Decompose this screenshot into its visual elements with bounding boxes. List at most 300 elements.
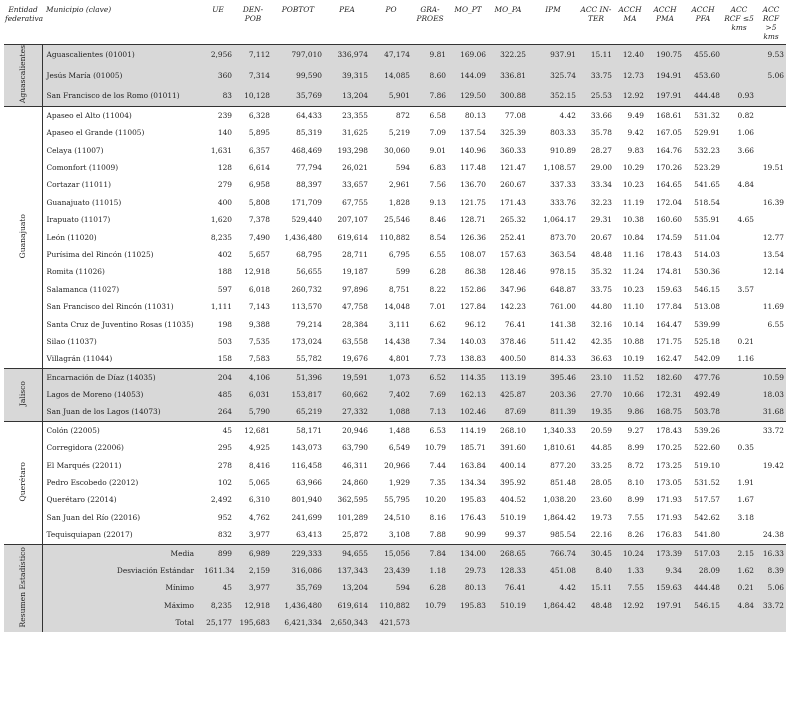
value-cell: 76.41 bbox=[504, 319, 526, 329]
table-row bbox=[4, 492, 786, 509]
value-cell: 143,073 bbox=[291, 443, 322, 453]
value-cell: 12.92 bbox=[614, 597, 646, 614]
value-cell: 8,235 bbox=[210, 232, 232, 242]
value-cell: 25,177 bbox=[202, 614, 234, 631]
value-cell: 529,440 bbox=[291, 215, 322, 225]
value-cell bbox=[448, 614, 488, 631]
value-cell: 337.33 bbox=[550, 180, 576, 190]
value-cell: 11.24 bbox=[622, 267, 644, 277]
value-cell bbox=[722, 368, 756, 386]
value-cell: 10.29 bbox=[622, 162, 644, 172]
value-cell: 531.52 bbox=[694, 478, 720, 488]
table-row bbox=[4, 386, 786, 403]
value-cell: 519.10 bbox=[694, 460, 720, 470]
value-cell: 88,397 bbox=[296, 180, 322, 190]
value-cell: 7.44 bbox=[429, 460, 446, 470]
value-cell: 8.16 bbox=[429, 512, 446, 522]
value-cell bbox=[756, 614, 786, 631]
value-cell: 8.22 bbox=[429, 284, 446, 294]
municipality-name: Silao (11037) bbox=[46, 336, 97, 346]
value-cell: 10.14 bbox=[622, 319, 644, 329]
value-cell: 9.34 bbox=[646, 562, 684, 579]
value-cell: 2,492 bbox=[210, 495, 232, 505]
value-cell: 525.18 bbox=[694, 336, 720, 346]
value-cell: 30,060 bbox=[384, 145, 410, 155]
value-cell: 530.36 bbox=[694, 267, 720, 277]
value-cell: 4,106 bbox=[234, 368, 272, 386]
municipality-name: Lagos de Moreno (14053) bbox=[42, 386, 202, 403]
column-header: ACCH MA bbox=[618, 5, 642, 23]
value-cell: 128.71 bbox=[460, 215, 486, 225]
value-cell bbox=[722, 404, 756, 422]
value-cell: 140.03 bbox=[460, 336, 486, 346]
value-cell: 252.41 bbox=[500, 232, 526, 242]
value-cell: 33.75 bbox=[578, 65, 614, 85]
summary-label: Máximo bbox=[42, 597, 202, 614]
table-container bbox=[4, 4, 786, 632]
value-cell: 268.65 bbox=[488, 544, 528, 562]
value-cell: 12,681 bbox=[234, 422, 272, 440]
value-cell: 5,895 bbox=[248, 128, 270, 138]
value-cell: 1,108.57 bbox=[543, 162, 576, 172]
municipality-name: Pedro Escobedo (22012) bbox=[46, 478, 139, 488]
municipality-name: Encarnación de Díaz (14035) bbox=[42, 368, 202, 386]
value-cell: 6.55 bbox=[767, 319, 784, 329]
value-cell: 45 bbox=[202, 580, 234, 597]
value-cell: 952 bbox=[217, 512, 232, 522]
value-cell: 134.34 bbox=[460, 478, 486, 488]
value-cell: 7,378 bbox=[248, 215, 270, 225]
value-cell: 517.03 bbox=[684, 544, 722, 562]
value-cell: 56,655 bbox=[296, 267, 322, 277]
value-cell: 7,490 bbox=[248, 232, 270, 242]
value-cell: 761.00 bbox=[550, 302, 576, 312]
value-cell: 128 bbox=[217, 162, 232, 172]
value-cell: 6.28 bbox=[412, 580, 448, 597]
table-row bbox=[4, 142, 786, 159]
value-cell: 117.48 bbox=[460, 162, 486, 172]
summary-row bbox=[4, 562, 786, 579]
value-cell: 278 bbox=[217, 460, 232, 470]
table-row bbox=[4, 509, 786, 526]
value-cell: 1,864.42 bbox=[543, 512, 576, 522]
value-cell: 1,340.33 bbox=[528, 422, 578, 440]
value-cell bbox=[528, 614, 578, 631]
value-cell: 268.10 bbox=[488, 422, 528, 440]
value-cell: 0.82 bbox=[722, 107, 756, 125]
value-cell: 546.15 bbox=[694, 284, 720, 294]
value-cell bbox=[646, 614, 684, 631]
value-cell: 400.14 bbox=[500, 460, 526, 470]
value-cell: 5,808 bbox=[248, 197, 270, 207]
value-cell: 198 bbox=[217, 319, 232, 329]
value-cell: 10.59 bbox=[756, 368, 786, 386]
column-header: ACC IN-TER bbox=[580, 5, 612, 23]
value-cell: 8.99 bbox=[627, 495, 644, 505]
value-cell: 10.23 bbox=[622, 284, 644, 294]
value-cell bbox=[722, 194, 756, 211]
value-cell: 6,614 bbox=[248, 162, 270, 172]
value-cell: 197.91 bbox=[646, 597, 684, 614]
value-cell: 160.60 bbox=[656, 215, 682, 225]
value-cell: 532.23 bbox=[694, 145, 720, 155]
value-cell: 279 bbox=[217, 180, 232, 190]
value-cell: 121.75 bbox=[460, 197, 486, 207]
municipality-name: El Marqués (22011) bbox=[46, 460, 122, 470]
value-cell: 44.80 bbox=[590, 302, 612, 312]
state-label: Guanajuato bbox=[17, 213, 27, 259]
value-cell: 985.54 bbox=[550, 530, 576, 540]
value-cell: 5,065 bbox=[248, 478, 270, 488]
value-cell: 137,343 bbox=[324, 562, 370, 579]
value-cell: 814.33 bbox=[550, 354, 576, 364]
value-cell bbox=[756, 125, 786, 142]
value-cell: 19,187 bbox=[342, 267, 368, 277]
value-cell: 511.42 bbox=[550, 336, 576, 346]
municipality-name: Irapuato (11017) bbox=[46, 215, 111, 225]
value-cell: 45 bbox=[202, 422, 234, 440]
value-cell: 4,925 bbox=[248, 443, 270, 453]
value-cell: 7.69 bbox=[412, 386, 448, 403]
value-cell: 522.60 bbox=[694, 443, 720, 453]
value-cell: 12.73 bbox=[614, 65, 646, 85]
table-row bbox=[4, 194, 786, 211]
value-cell: 7,314 bbox=[234, 65, 272, 85]
value-cell: 6,328 bbox=[234, 107, 272, 125]
value-cell: 1.16 bbox=[737, 354, 754, 364]
value-cell: 110,882 bbox=[379, 232, 410, 242]
municipality-name: Romita (11026) bbox=[46, 267, 105, 277]
value-cell: 24,510 bbox=[384, 512, 410, 522]
value-cell: 264 bbox=[202, 404, 234, 422]
value-cell: 188 bbox=[217, 267, 232, 277]
value-cell: 102 bbox=[217, 478, 232, 488]
value-cell: 7.09 bbox=[429, 128, 446, 138]
value-cell: 96.12 bbox=[464, 319, 486, 329]
value-cell: 65,219 bbox=[272, 404, 324, 422]
value-cell: 79,214 bbox=[296, 319, 322, 329]
value-cell: 6.28 bbox=[429, 267, 446, 277]
value-cell: 55,795 bbox=[384, 495, 410, 505]
table-row bbox=[4, 474, 786, 491]
value-cell: 4.42 bbox=[528, 107, 578, 125]
value-cell: 402 bbox=[217, 249, 232, 259]
state-cell bbox=[4, 422, 42, 545]
table-row bbox=[4, 211, 786, 228]
value-cell: 352.15 bbox=[528, 86, 578, 107]
value-cell: 6,989 bbox=[234, 544, 272, 562]
value-cell: 178.43 bbox=[656, 249, 682, 259]
table-row bbox=[4, 107, 786, 125]
value-cell bbox=[722, 386, 756, 403]
value-cell: 12.92 bbox=[614, 86, 646, 107]
value-cell: 5,790 bbox=[234, 404, 272, 422]
value-cell: 451.08 bbox=[528, 562, 578, 579]
table-row bbox=[4, 440, 786, 457]
value-cell: 35,769 bbox=[272, 86, 324, 107]
value-cell: 503.78 bbox=[684, 404, 722, 422]
value-cell: 444.48 bbox=[684, 86, 722, 107]
table-row bbox=[4, 264, 786, 281]
value-cell bbox=[722, 298, 756, 315]
value-cell: 9.13 bbox=[429, 197, 446, 207]
value-cell: 44.85 bbox=[590, 443, 612, 453]
value-cell: 1,929 bbox=[388, 478, 410, 488]
value-cell: 8.60 bbox=[412, 65, 448, 85]
column-header: Municipio (clave) bbox=[46, 5, 112, 14]
value-cell: 1.18 bbox=[412, 562, 448, 579]
value-cell bbox=[756, 281, 786, 298]
value-cell: 13,204 bbox=[324, 580, 370, 597]
value-cell: 12.14 bbox=[762, 267, 784, 277]
table-row bbox=[4, 125, 786, 142]
table-row bbox=[4, 281, 786, 298]
table-row bbox=[4, 316, 786, 333]
value-cell: 23,355 bbox=[324, 107, 370, 125]
value-cell: 8.99 bbox=[627, 443, 644, 453]
value-cell: 19,591 bbox=[324, 368, 370, 386]
value-cell: 170.25 bbox=[656, 443, 682, 453]
value-cell: 6.52 bbox=[412, 368, 448, 386]
value-cell: 295 bbox=[217, 443, 232, 453]
value-cell: 7.01 bbox=[429, 302, 446, 312]
value-cell: 3,977 bbox=[248, 530, 270, 540]
value-cell: 162.13 bbox=[448, 386, 488, 403]
value-cell: 172.04 bbox=[656, 197, 682, 207]
value-cell bbox=[756, 177, 786, 194]
value-cell: 517.57 bbox=[694, 495, 720, 505]
value-cell: 7,583 bbox=[248, 354, 270, 364]
value-cell: 4,762 bbox=[248, 512, 270, 522]
value-cell: 0.21 bbox=[737, 336, 754, 346]
value-cell: 13.54 bbox=[762, 249, 784, 259]
value-cell bbox=[722, 457, 756, 474]
value-cell: 48.48 bbox=[590, 249, 612, 259]
value-cell: 877.20 bbox=[550, 460, 576, 470]
header-row bbox=[4, 4, 786, 45]
value-cell: 55,782 bbox=[296, 354, 322, 364]
value-cell: 546.15 bbox=[684, 597, 722, 614]
value-cell bbox=[722, 527, 756, 545]
value-cell: 114.19 bbox=[448, 422, 488, 440]
value-cell: 360.33 bbox=[500, 145, 526, 155]
table-row bbox=[4, 177, 786, 194]
value-cell: 3,108 bbox=[388, 530, 410, 540]
value-cell bbox=[756, 107, 786, 125]
table-row bbox=[4, 246, 786, 263]
value-cell: 27.70 bbox=[578, 386, 614, 403]
value-cell: 113,570 bbox=[291, 302, 322, 312]
value-cell: 33.75 bbox=[590, 284, 612, 294]
value-cell: 7.55 bbox=[614, 580, 646, 597]
value-cell: 159.63 bbox=[646, 580, 684, 597]
value-cell: 174.59 bbox=[656, 232, 682, 242]
value-cell: 29.00 bbox=[590, 162, 612, 172]
value-cell: 300.88 bbox=[488, 86, 528, 107]
value-cell: 15.11 bbox=[578, 45, 614, 66]
value-cell: 11.10 bbox=[622, 302, 644, 312]
value-cell: 1,828 bbox=[388, 197, 410, 207]
value-cell: 510.19 bbox=[500, 512, 526, 522]
value-cell: 101,289 bbox=[337, 512, 368, 522]
value-cell: 20,946 bbox=[324, 422, 370, 440]
value-cell: 421,573 bbox=[370, 614, 412, 631]
value-cell bbox=[756, 86, 786, 107]
value-cell bbox=[722, 229, 756, 246]
value-cell: 162.47 bbox=[656, 354, 682, 364]
value-cell: 153,817 bbox=[272, 386, 324, 403]
value-cell: 24.38 bbox=[762, 530, 784, 540]
state-label: Resumen Estadístico bbox=[17, 546, 27, 628]
value-cell: 164.47 bbox=[656, 319, 682, 329]
value-cell: 10.19 bbox=[622, 354, 644, 364]
value-cell: 425.87 bbox=[488, 386, 528, 403]
value-cell: 539.99 bbox=[694, 319, 720, 329]
value-cell: 10.79 bbox=[424, 443, 446, 453]
value-cell: 316,086 bbox=[272, 562, 324, 579]
value-cell: 1,620 bbox=[210, 215, 232, 225]
value-cell: 80.13 bbox=[448, 580, 488, 597]
municipality-name: Guanajuato (11015) bbox=[46, 197, 122, 207]
value-cell: 6.58 bbox=[412, 107, 448, 125]
value-cell: 29.31 bbox=[590, 215, 612, 225]
column-header: Entidad federativa bbox=[5, 5, 44, 23]
value-cell: 67,755 bbox=[342, 197, 368, 207]
municipality-name: Celaya (11007) bbox=[46, 145, 104, 155]
value-cell: 33.72 bbox=[756, 597, 786, 614]
value-cell: 22.16 bbox=[590, 530, 612, 540]
value-cell: 400.50 bbox=[500, 354, 526, 364]
value-cell: 176.83 bbox=[656, 530, 682, 540]
value-cell bbox=[614, 614, 646, 631]
value-cell: 597 bbox=[217, 284, 232, 294]
value-cell: 190.75 bbox=[646, 45, 684, 66]
value-cell: 171.43 bbox=[500, 197, 526, 207]
value-cell: 378.46 bbox=[500, 336, 526, 346]
value-cell: 31,625 bbox=[342, 128, 368, 138]
value-cell: 6,958 bbox=[248, 180, 270, 190]
value-cell: 801,940 bbox=[291, 495, 322, 505]
value-cell: 144.09 bbox=[448, 65, 488, 85]
value-cell: 23.60 bbox=[590, 495, 612, 505]
value-cell: 35.78 bbox=[590, 128, 612, 138]
value-cell: 594 bbox=[370, 580, 412, 597]
value-cell: 12,918 bbox=[234, 597, 272, 614]
value-cell: 35,769 bbox=[272, 580, 324, 597]
value-cell: 518.54 bbox=[694, 197, 720, 207]
table-row bbox=[4, 333, 786, 350]
value-cell: 14,048 bbox=[384, 302, 410, 312]
value-cell bbox=[756, 474, 786, 491]
value-cell: 336.81 bbox=[488, 65, 528, 85]
value-cell: 9.42 bbox=[627, 128, 644, 138]
value-cell: 492.49 bbox=[684, 386, 722, 403]
value-cell: 7.84 bbox=[412, 544, 448, 562]
value-cell: 6,357 bbox=[248, 145, 270, 155]
municipality-name: Cortazar (11011) bbox=[46, 180, 111, 190]
value-cell: 9.27 bbox=[614, 422, 646, 440]
table-row bbox=[4, 351, 786, 369]
value-cell: 8.40 bbox=[578, 562, 614, 579]
value-cell: 28.27 bbox=[590, 145, 612, 155]
value-cell: 19.73 bbox=[590, 512, 612, 522]
value-cell: 6.55 bbox=[429, 249, 446, 259]
value-cell: 7,112 bbox=[234, 45, 272, 66]
value-cell: 6,795 bbox=[388, 249, 410, 259]
value-cell: 27,332 bbox=[324, 404, 370, 422]
value-cell: 15.11 bbox=[578, 580, 614, 597]
value-cell: 523.29 bbox=[694, 162, 720, 172]
value-cell: 170.26 bbox=[656, 162, 682, 172]
value-cell: 1611.34 bbox=[202, 562, 234, 579]
value-cell: 9.81 bbox=[412, 45, 448, 66]
value-cell: 899 bbox=[202, 544, 234, 562]
value-cell: 1.67 bbox=[737, 495, 754, 505]
value-cell: 5.06 bbox=[756, 65, 786, 85]
table-row bbox=[4, 45, 786, 66]
value-cell: 5.06 bbox=[756, 580, 786, 597]
value-cell: 113.19 bbox=[488, 368, 528, 386]
value-cell: 20.67 bbox=[590, 232, 612, 242]
value-cell: 46,311 bbox=[342, 460, 368, 470]
value-cell: 851.48 bbox=[550, 478, 576, 488]
state-cell bbox=[4, 45, 42, 107]
value-cell: 11.69 bbox=[762, 302, 784, 312]
value-cell: 164.76 bbox=[656, 145, 682, 155]
value-cell: 978.15 bbox=[550, 267, 576, 277]
value-cell: 3.18 bbox=[737, 512, 754, 522]
value-cell: 1,111 bbox=[210, 302, 232, 312]
value-cell: 468,469 bbox=[291, 145, 322, 155]
value-cell: 33.34 bbox=[590, 180, 612, 190]
column-header: IPM bbox=[545, 5, 561, 14]
value-cell: 9.49 bbox=[614, 107, 646, 125]
value-cell: 6,421,334 bbox=[272, 614, 324, 631]
value-cell: 28,384 bbox=[342, 319, 368, 329]
value-cell: 404.52 bbox=[500, 495, 526, 505]
value-cell: 1,864.42 bbox=[528, 597, 578, 614]
value-cell: 0.93 bbox=[722, 86, 756, 107]
value-cell: 260,732 bbox=[291, 284, 322, 294]
value-cell: 174.81 bbox=[656, 267, 682, 277]
value-cell: 6.83 bbox=[429, 162, 446, 172]
value-cell: 10.66 bbox=[614, 386, 646, 403]
value-cell: 1,064.17 bbox=[543, 215, 576, 225]
value-cell: 229,333 bbox=[272, 544, 324, 562]
value-cell: 14,438 bbox=[384, 336, 410, 346]
value-cell: 811.39 bbox=[528, 404, 578, 422]
value-cell: 10.20 bbox=[424, 495, 446, 505]
value-cell: 5,219 bbox=[388, 128, 410, 138]
value-cell: 9.86 bbox=[614, 404, 646, 422]
value-cell: 2.15 bbox=[722, 544, 756, 562]
value-cell: 1,073 bbox=[370, 368, 412, 386]
value-cell: 60,662 bbox=[324, 386, 370, 403]
summary-label: Total bbox=[42, 614, 202, 631]
value-cell: 7.56 bbox=[429, 180, 446, 190]
value-cell: 8.54 bbox=[429, 232, 446, 242]
value-cell: 541.80 bbox=[694, 530, 720, 540]
value-cell: 32.23 bbox=[590, 197, 612, 207]
value-cell: 1,088 bbox=[370, 404, 412, 422]
value-cell: 127.84 bbox=[460, 302, 486, 312]
value-cell: 18.03 bbox=[756, 386, 786, 403]
value-cell: 28.09 bbox=[684, 562, 722, 579]
value-cell: 197.91 bbox=[646, 86, 684, 107]
value-cell: 58,171 bbox=[272, 422, 324, 440]
value-cell: 455.60 bbox=[684, 45, 722, 66]
value-cell: 137.54 bbox=[460, 128, 486, 138]
